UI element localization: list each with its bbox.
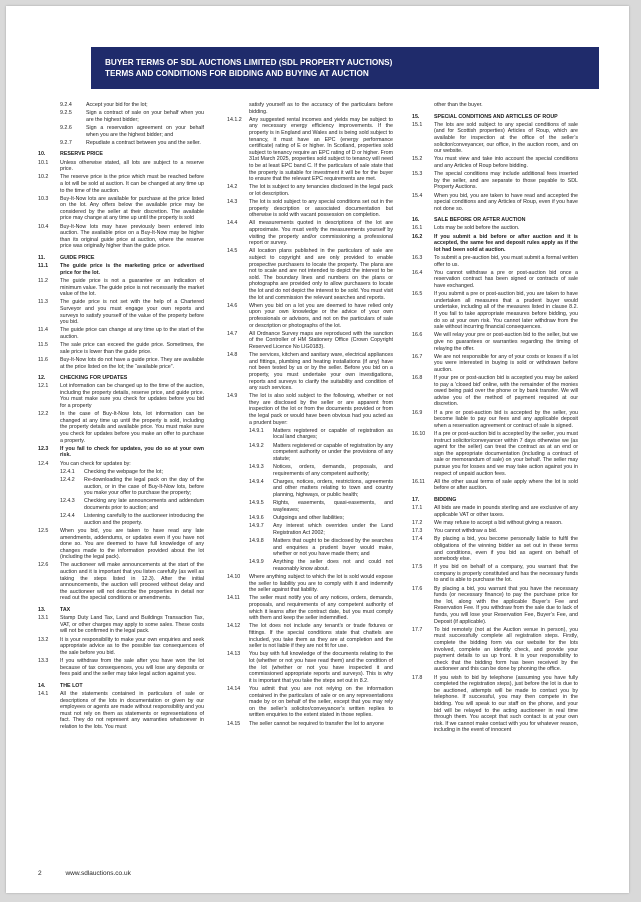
header-title-line-2: TERMS AND CONDITIONS FOR BIDDING AND BUYING AT AUCTION [105, 69, 369, 78]
clause [38, 691, 204, 731]
clause [412, 102, 578, 109]
clause-number: 12.4.1 [60, 468, 75, 475]
clause [249, 428, 393, 441]
clause-text: Buy-It-Now lots do not have a guide price. They are available at the price listed on the lot; the “available price”. [60, 356, 204, 370]
clause-text: If you submit a pre or post-auction bid, you are taken to have undertaken all measures that a prudent buyer would undertake, including all of the measures listed in clause 8.2. If you fail to take appropriate measures before bidding, you do so at your own risk. You cannot later withdraw from the sale without incurring financial consequences. [434, 291, 578, 331]
clause-number: 11.4 [38, 327, 48, 334]
clause [38, 263, 204, 276]
clause-number: 14.9.5 [249, 500, 264, 507]
clause-text: Anything the seller does not and could not reasonably know about. [273, 559, 393, 572]
clause [227, 574, 393, 594]
clause [249, 464, 393, 477]
clause-text: other than the buyer. [434, 102, 483, 108]
clause-number: 14.1 [38, 690, 49, 697]
clause [249, 479, 393, 499]
clause-text: The lot is sold subject to any special conditions set out in the property description or associated documentation but otherwise is sold with vacant possession on completion. [249, 199, 393, 219]
clause-number: 12.3 [38, 445, 49, 452]
clause-number: 12.4 [38, 460, 49, 467]
clause-text: RESERVE PRICE [60, 151, 103, 158]
clause [227, 352, 393, 392]
clause [412, 375, 578, 408]
clause-text: All bids are made in pounds sterling and are exclusive of any applicable VAT or other taxes. [434, 505, 578, 518]
clause-number: 17.2 [412, 519, 423, 526]
clause-text: The guide price is the marketing price or advertised price for the lot. [60, 263, 204, 276]
clause-text: All Ordnance Survey maps are reproduced with the sanction of the Controller of HM Stationery Office (Crown Copyright Reserved Licence No LIG0183). [249, 330, 393, 350]
clause-text: You can check for updates by: [60, 460, 131, 467]
clause-number: 14.3 [227, 199, 238, 206]
clause-text: All the statements contained in particulars of sale or descriptions of the lots in documentation or given by our employees or agents are made without responsibility and you must not rely on them as statements or representations of fact. They do not represent any warranties whatsoever in relation to the lots. You must [60, 690, 204, 730]
clause [38, 224, 204, 250]
clause-number: 16.3 [412, 255, 423, 262]
clause [412, 675, 578, 734]
clause [60, 125, 204, 138]
clause-text: CHECKING FOR UPDATES [60, 375, 128, 382]
clause-text: If you bid on behalf of a company, you warrant that the company is properly constituted and has the necessary funds to and is able to purchase the lot. [434, 564, 578, 584]
clause-text: Checking any late announcements and addendum documents prior to auction; and [84, 498, 204, 511]
clause [249, 538, 393, 558]
clause [38, 637, 204, 657]
clause-number: 14.8 [227, 352, 238, 359]
section-heading [38, 151, 204, 158]
clause [412, 332, 578, 352]
clause-text: The guide price is not set with the help of a Chartered Surveyor and you must engage your own reports and surveys to satisfy yourself of the value of the property before you bid. [60, 299, 204, 326]
clause-text: The lots are sold subject to any special conditions of sale (and for Scottish properties) Articles of Roup, which are available for inspection at the office of the seller’s solicitor/conveyancer, our office, in the auction room, and on our website. [434, 121, 578, 155]
clause-text: When you bid, you are taken to have read any late amendments, addendums, or updates even if you have not done so. You are deemed to have full knowledge of any changes made to the information provided about the lot (including the legal pack). [60, 527, 204, 561]
clause-text: satisfy yourself as to the accuracy of the particulars before bidding. [249, 102, 393, 115]
clause-text: If you fail to check for updates, you do so at your own risk. [60, 445, 204, 459]
clause [38, 383, 204, 409]
clause-number: 13.1 [38, 615, 49, 622]
clause-number: 14.7 [227, 330, 238, 337]
clause-number: 11. [38, 255, 46, 262]
clause-text: You cannot withdraw a bid. [434, 528, 498, 535]
clause-text: The auctioneer will make announcements at the start of the auction and it is important that you listen carefully (as well as taking the steps listed in 12.3). After the initial announcements, the auction will proceed without delay and the auctioneer will not describe the properties in detail nor read out the special conditions or amendments. [60, 562, 204, 602]
clause-text: If your pre or post-auction bid is accepted you may be asked to pay a 'closed bid' online, with the remainder of the monies owed being paid over the phone or by bank transfer. We will advise you of the method of payment required at our discretion. [434, 375, 578, 408]
clause-text: The lot does not include any tenant’s or trade fixtures or fittings. If the special conditions state that chattels are included, you take them as they are at completion and the seller is not liable if they are not fit for use. [249, 623, 393, 650]
clause [249, 559, 393, 572]
clause-number: 14. [38, 682, 46, 689]
clause [249, 523, 393, 536]
clause [412, 479, 578, 492]
clause-text: Re-downloading the legal pack on the day of the auction, or in the case of Buy-It-Now lots, before you make your offer to purchase the property; [84, 476, 204, 497]
section-heading [38, 607, 204, 614]
clause-text: Any suggested rental incomes and yields may be subject to any necessary energy efficiency improvements. If the property is in England and Wales and is being sold subject to tenancy, it must have an EPC (energy performance certificate) rating of E or higher. In Scotland, properties sold subject to tenancy require an EPC rating of D or higher. From 31st March 2025, properties sold subject to tenancy will need to be at least EPC band C. If the particulars of sale state that the property is suitable for investment it will be for the buyer to ensure that the relevant EPC requirements are met. [249, 116, 393, 183]
clause-number: 15. [412, 113, 420, 120]
section-heading [412, 217, 578, 224]
clause-number: 12.4.2 [60, 476, 75, 483]
clause-text: To submit a pre-auction bid, you must submit a formal written offer to us. [434, 255, 578, 268]
clause-number: 16.7 [412, 353, 423, 360]
clause-text: BIDDING [434, 496, 457, 503]
clause-number: 11.1 [38, 263, 49, 270]
clause-text: Lots may be sold before the auction. [434, 225, 520, 232]
clause-text: If you submit a bid before or after auction and it is accepted, the same fee and deposit rules apply as if the lot had been sold at auction. [434, 233, 578, 253]
clause [412, 564, 578, 584]
clause [60, 102, 204, 109]
clause [249, 515, 393, 522]
text-column-3 [412, 102, 578, 736]
clause [60, 513, 204, 526]
clause-number: 14.9.8 [249, 537, 264, 544]
clause-text: It is your responsibility to make your own enquiries and seek appropriate advice as to the possible tax consequences of the sale before you bid. [60, 636, 204, 656]
document-page [6, 6, 629, 893]
clause-number: 14.10 [227, 574, 241, 581]
clause-text: All location plans published in the particulars of sale are subject to copyright and are only provided to enable prospective purchasers to locate the property. The plans are not to scale and are not intended to depict the interest to be sold. The boundary lines and numbers on the plans or photographs are provided only to allow purchasers to locate the lot and do not depict the interest to be sold. You must visit the lot and commission the relevant searches and reports. [249, 248, 393, 301]
clause-number: 13. [38, 607, 46, 614]
clause-text: Unless otherwise stated, all lots are subject to a reserve price. [60, 159, 204, 173]
clause-number: 16. [412, 217, 420, 224]
clause-text: You cannot withdraw a pre or post-auction bid once a reservation contract has been signed or contracts of sale have exchanged. [434, 269, 578, 289]
clause-text: Notices, orders, demands, proposals, and requirements of any competent authority; [273, 464, 393, 477]
clause-text: If you wish to bid by telephone (assuming you have fully completed the registration steps), just before the lot is due to be auctioned, attempts will be made to contact you by telephone. If successful, you may then compete in the bidding. You will speak to our staff on the phone, and your bid will be relayed to the acting auctioneer in real time through them. You accept that such contact is at your own risk. If we cannot make contact with you for whatever reason, including in the event of innocent [434, 674, 578, 734]
clause [38, 278, 204, 298]
clause-text: Buy-It-Now lots may have previously been entered into auction. The available price on a Buy-It-Now may be higher than its original guide price at auction, where the reserve price was originally higher than the guide price. [60, 223, 204, 250]
footer-website-link[interactable]: www.sdlauctions.co.uk [65, 870, 131, 877]
clause-text: Repudiate a contract between you and the seller. [86, 139, 201, 146]
clause-text: Sign a contract of sale on your behalf when you are the highest bidder; [86, 110, 204, 123]
clause-text: If a pre or post-auction bid is accepted by the seller, you must instruct solicitor/conveyancer within 7 days otherwise we (as agent for the seller) can treat the contract as at an end or sign the appropriate documentation (including a contract of sale or memorandum of sale) on your behalf. The seller may pursue you for losses and we may take action against you in respect of unpaid auction fees. [434, 431, 578, 477]
clause-number: 12.2 [38, 411, 49, 418]
clause-number: 15.2 [412, 156, 423, 163]
clause-number: 11.3 [38, 299, 48, 306]
clause [227, 331, 393, 351]
clause-number: 16.5 [412, 291, 423, 298]
clause [412, 627, 578, 673]
clause-text: We are not responsible for any of your costs or losses if a lot you were interested in buying is sold or withdrawn before auction. [434, 353, 578, 373]
clause-text: The services, kitchen and sanitary ware, electrical appliances and fittings, plumbing and heating installations (if any) have not been tested by us or by the seller. Before you bid on a property, you must undertake your own investigations, reports and surveys to clarify the suitability and condition of any such services. [249, 352, 393, 392]
clause-number: 17. [412, 496, 420, 503]
clause-number: 16.9 [412, 409, 423, 416]
clause-text: We will relay your pre or post-auction bid to the seller, but we give no guarantees or warranties regarding the timing of relaying the offer. [434, 332, 578, 352]
clause-number: 10.1 [38, 159, 49, 166]
clause-text: By placing a bid, you become personally liable to fulfil the obligations of the winning bidder as set out in these terms and conditions, even if you bid as agent on behalf of somebody else. [434, 536, 578, 563]
clause [412, 171, 578, 191]
section-heading [38, 683, 204, 690]
clause-number: 17.7 [412, 626, 423, 633]
clause-number: 16.8 [412, 375, 423, 382]
document-header-banner [91, 47, 599, 89]
clause-text: Matters registered or capable of registration by any competent authority or under the provisions of any statute; [273, 442, 393, 462]
clause-number: 14.14 [227, 685, 241, 692]
clause-number: 14.9.6 [249, 514, 264, 521]
clause [38, 357, 204, 370]
clause-number: 12.4.3 [60, 498, 75, 505]
section-heading [38, 255, 204, 262]
clause [412, 536, 578, 562]
clause-text: Checking the webpage for the lot; [84, 468, 163, 475]
clause-number: 16.2 [412, 233, 423, 240]
page-footer [38, 870, 131, 877]
clause-number: 14.9.3 [249, 464, 264, 470]
clause-text: TAX [60, 607, 71, 614]
clause-number: 14.9.2 [249, 442, 264, 449]
clause-text: To bid remotely (not at the Auction venue in person), you must successfully complete all registration steps. Firstly, complete the bidding form via our website for the lots involved, complete an identity check, and provide your payment details to us up front. It is your responsibility to check that the bidding form has been received by the auctioneer and this can be done by phoning the office. [434, 626, 578, 673]
clause [38, 615, 204, 635]
clause-text: The guide price can change at any time up to the start of the auction. [60, 327, 204, 340]
clause-number: 9.2.5 [60, 110, 72, 117]
clause-number: 14.12 [227, 623, 241, 630]
section-heading [412, 497, 578, 504]
clause-text: The lot is subject to any tenancies disclosed in the legal pack or lot description. [249, 184, 393, 197]
clause-number: 10.2 [38, 174, 49, 181]
clause-number: 9.2.4 [60, 102, 72, 108]
clause-number: 14.4 [227, 220, 238, 227]
clause-number: 16.11 [412, 478, 425, 485]
clause-number: 9.2.6 [60, 124, 72, 131]
clause-text: When you bid on a lot you are deemed to have relied only upon your own knowledge or the advice of your own professionals or advisors, and not on the particulars of sale or description or photographs of the lot. [249, 302, 393, 329]
clause-text: Outgoings and other liabilities; [273, 514, 344, 521]
clause [412, 528, 578, 535]
clause [227, 220, 393, 246]
section-heading [412, 114, 578, 121]
clause [38, 562, 204, 602]
clause-text: We may refuse to accept a bid without giving a reason. [434, 519, 563, 526]
clause [227, 248, 393, 301]
clause [412, 255, 578, 268]
clause [412, 354, 578, 374]
clause-number: 12.4.4 [60, 513, 75, 520]
clause-number [227, 102, 249, 115]
clause [412, 156, 578, 169]
clause [227, 721, 393, 728]
clause-number: 10.4 [38, 223, 49, 230]
page-number: 2 [38, 870, 42, 877]
clause-text: The sale price can exceed the guide price. Sometimes, the sale price is lower than the guide price. [60, 342, 204, 355]
clause [38, 327, 204, 340]
clause [227, 117, 393, 183]
clause-text: Stamp Duty Land Tax, Land and Buildings Transaction Tax, VAT, or other charges may apply to some sales. These costs will not be confirmed in the legal pack. [60, 615, 204, 635]
clause-number: 16.6 [412, 332, 423, 339]
clause-text: Buy-It-Now lots are available for purchase at the price listed on the lot. Any offers below the available price may be considered by the seller at their discretion. The available price may change at any time up until the property is sold [60, 195, 204, 222]
clause-number: 17.4 [412, 536, 423, 543]
clause-text: The guide price is not a guarantee or an indication of minimum value. The guide price is not necessarily the market value of the lot. [60, 278, 204, 298]
clause-text: GUIDE PRICE [60, 255, 95, 262]
clause [60, 498, 204, 511]
clause-text: THE LOT [60, 682, 83, 689]
clause-text: The special conditions may include additional fees inserted by the seller, and are separate to those payable to SDL Property Auctions. [434, 171, 578, 191]
clause-number: 12.5 [38, 527, 49, 534]
clause [227, 393, 393, 426]
section-heading [38, 375, 204, 382]
clause-number: 10.3 [38, 195, 49, 202]
clause-number: 14.1.2 [227, 116, 242, 123]
clause [412, 431, 578, 477]
clause-number: 14.13 [227, 651, 241, 658]
header-title-line-1: BUYER TERMS OF SDL AUCTIONS LIMITED (SDL PROPERTY AUCTIONS) [105, 58, 393, 67]
clause [60, 469, 204, 476]
clause [227, 199, 393, 219]
clause-number: 14.5 [227, 248, 238, 255]
clause-number: 11.2 [38, 278, 48, 284]
clause [227, 651, 393, 684]
clause-number: 17.1 [412, 505, 423, 512]
text-column-1 [38, 102, 204, 732]
clause-number: 14.9.4 [249, 478, 264, 485]
clause-number: 16.4 [412, 269, 423, 276]
clause-number: 15.1 [412, 121, 423, 128]
clause-text: The reserve price is the price which must be reached before a lot will be sold at auction. It can be changed at any time up to the time of the auction. [60, 174, 204, 194]
clause [227, 303, 393, 329]
clause-number: 14.6 [227, 302, 238, 309]
clause-text: Charges, notices, orders, restrictions, agreements and other matters relating to town and country planning, highways, or public health; [273, 478, 393, 498]
clause [60, 110, 204, 123]
clause [60, 140, 204, 147]
clause-text: By placing a bid, you warrant that you have the necessary funds (or necessary finance) to pay the purchase price for the lot, along with the applicable Buyer’s Fee and Reservation Fee. If you withdraw from the sale due to lack of funds, you will lose your Reservation Fee, Buyer’s Fee, and Deposit (if applicable). [434, 585, 578, 625]
clause [412, 225, 578, 232]
clause-number: 14.11 [227, 595, 240, 602]
clause-number: 12. [38, 375, 46, 382]
clause-number: 12.1 [38, 383, 49, 390]
clause-text: All the other usual terms of sale apply where the lot is sold before or after auction. [434, 478, 578, 492]
clause [227, 686, 393, 719]
clause-text: The seller must notify you of any notices, orders, demands, proposals, and requirements of any competent authority of which it learns after the contract date, but you must comply with them and keep the seller indemnified. [249, 595, 393, 622]
clause [38, 174, 204, 194]
clause-text: Where anything subject to which the lot is sold would expose the seller to liability you are to comply with it and indemnify the seller against that liability. [249, 574, 393, 594]
clause-text: Lot information can be changed up to the time of the auction, including the property details, reserve price, and guide price. You must make sure you check for updates before you bid for a property [60, 383, 204, 410]
clause-number: 14.9 [227, 393, 238, 400]
clause-number: 16.10 [412, 431, 426, 438]
clause-text: Matters that ought to be disclosed by the searches and enquiries a prudent buyer would make, whether or not you have made them; and [273, 537, 393, 558]
clause [412, 193, 578, 213]
clause-text: The lot is also sold subject to the following, whether or not they are disclosed by the seller or are apparent from inspection of the lot or from the documents provided or from the legal pack or would have been obvious had you acted as a prudent buyer: [249, 393, 393, 426]
clause-number: 15.4 [412, 192, 423, 199]
clause-number: 16.1 [412, 225, 423, 232]
clause-number: 14.2 [227, 184, 238, 191]
clause-number: 14.9.9 [249, 559, 264, 566]
clause-text: Any interest which overrides under the Land Registration Act 2002; [273, 523, 393, 536]
clause [412, 410, 578, 430]
clause [227, 184, 393, 197]
clause-number: 14.15 [227, 720, 241, 727]
clause [249, 443, 393, 463]
clause-number: 17.5 [412, 564, 423, 571]
clause [38, 299, 204, 325]
clause [412, 586, 578, 626]
clause [227, 623, 393, 649]
clause [38, 342, 204, 355]
clause-text: The seller cannot be required to transfer the lot to anyone [249, 720, 384, 727]
clause-number: 9.2.7 [60, 139, 72, 146]
clause [60, 477, 204, 497]
clause [38, 160, 204, 173]
clause [412, 234, 578, 254]
clause [412, 505, 578, 518]
clause-number [412, 102, 434, 109]
clause-number: 17.3 [412, 528, 423, 535]
clause-text: You must view and take into account the special conditions and any Articles of Roup before bidding. [434, 156, 578, 169]
clause [227, 102, 393, 115]
clause [412, 520, 578, 527]
clause-number: 14.9.7 [249, 523, 264, 530]
clause [38, 658, 204, 678]
clause-number: 11.6 [38, 356, 48, 363]
clause-text: Matters registered or capable of registration as local land charges; [273, 427, 393, 441]
clause-number: 10. [38, 151, 46, 158]
clause-number: 15.3 [412, 171, 423, 178]
clause-text: Rights, easements, quasi-easements, and wayleaves; [273, 500, 393, 513]
clause-number: 14.9.1 [249, 427, 264, 434]
clause-number: 13.2 [38, 636, 49, 643]
clause [38, 411, 204, 444]
clause-text: You admit that you are not relying on the information contained in the particulars of sale or on any representations made by or on behalf of the seller, except that you may rely on the seller’s solicitor/conveyancer’s written replies to written enquiries to the extent stated in those replies. [249, 685, 393, 719]
clause-number: 13.3 [38, 657, 49, 664]
clause [38, 461, 204, 468]
clause [38, 446, 204, 459]
clause-text: When you bid, you are taken to have read and accepted the special conditions and any Articles of Roup, even if you have not done so. [434, 192, 578, 212]
clause-number: 17.8 [412, 674, 423, 681]
clause-text: You buy with full knowledge of the documents relating to the lot (whether or not you have read them) and the condition of the lot (whether or not you have inspected it and commissioned appropriate reports and surveys). This is why it is important that you take the steps set out in 8.2. [249, 651, 393, 684]
clause-number: 12.6 [38, 562, 49, 569]
clause [412, 122, 578, 155]
clause-text: Listening carefully to the auctioneer introducing the auction and the property. [84, 513, 204, 526]
clause [412, 291, 578, 331]
clause [38, 196, 204, 222]
clause-text: If you withdraw from the sale after you have won the lot because of tax consequences, you will lose any deposits or fees paid and the seller may take legal action against you. [60, 657, 204, 678]
clause [38, 528, 204, 561]
clause [249, 500, 393, 513]
clause-text: Sign a reservation agreement on your behalf when you are the highest bidder; and [86, 124, 204, 138]
clause-number: 11.5 [38, 342, 48, 349]
clause-text: All measurements quoted in descriptions of the lot are approximate. You must verify the measurements yourself by visiting the property and/or commissioning a professional report or survey. [249, 220, 393, 247]
clause [227, 595, 393, 621]
text-column-2 [227, 102, 393, 729]
clause-text: SPECIAL CONDITIONS AND ARTICLES OF ROUP [434, 113, 558, 120]
clause-text: If a pre or post-auction bid is accepted by the seller, you become liable to pay our fees and any applicable deposit when a reservation agreement or contract of sale is signed. [434, 409, 578, 429]
clause-text: SALE BEFORE OR AFTER AUCTION [434, 217, 526, 224]
clause [412, 270, 578, 290]
clause-text: Accept your bid for the lot; [86, 102, 148, 108]
clause-text: In the case of Buy-It-Now lots, lot information can be changed at any time up until the property is sold, including the property details and available price. You must make sure you check for updates before you make an offer to purchase a property. [60, 411, 204, 444]
clause-number: 17.6 [412, 585, 423, 592]
